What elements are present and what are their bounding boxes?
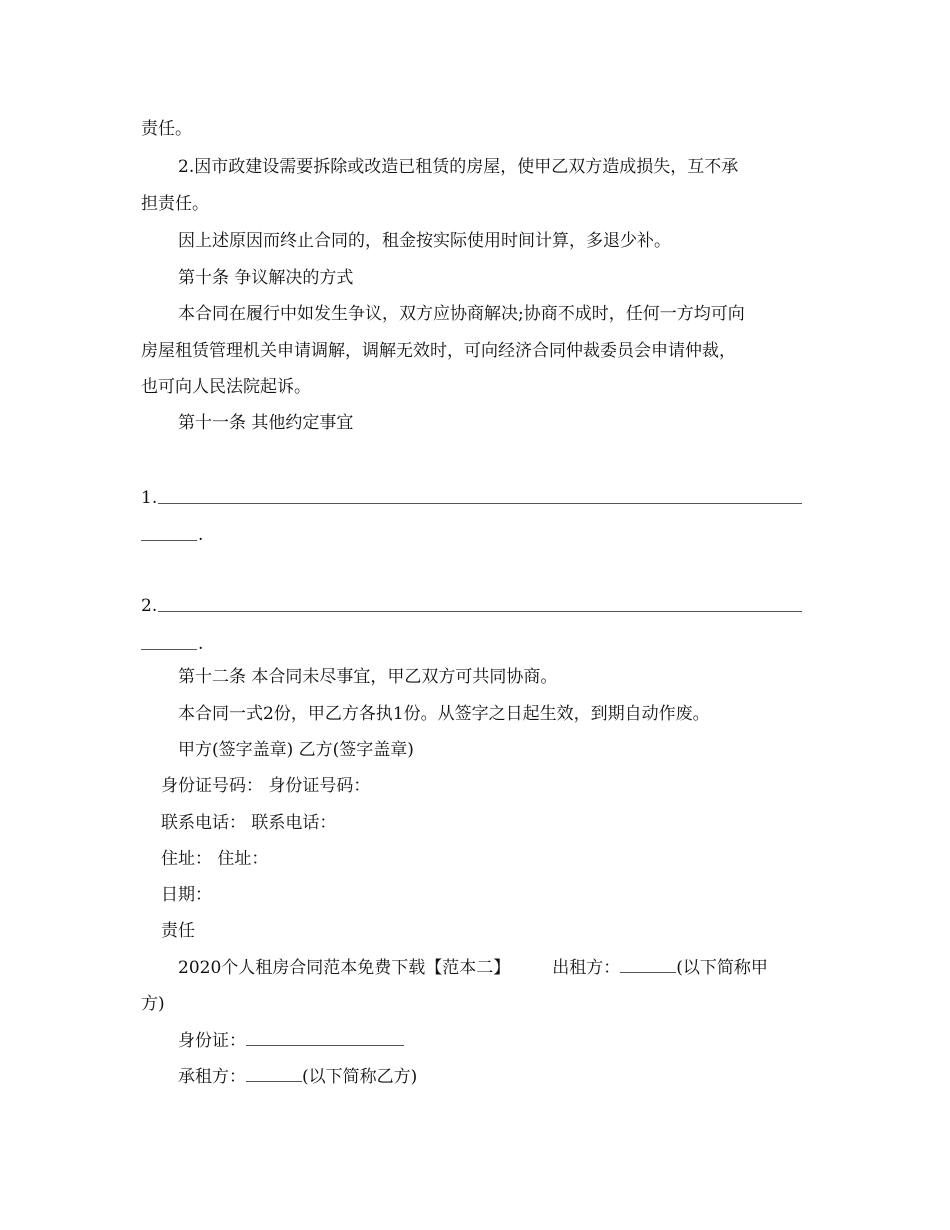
id-card-line bbox=[178, 1030, 404, 1052]
lessor-alias: (以下简称甲 bbox=[676, 958, 768, 978]
signature-labels: 甲方(签字盖章) 乙方(签字盖章) bbox=[178, 740, 414, 760]
item-2-blank-continued bbox=[141, 649, 197, 650]
paragraph-line: 因上述原因而终止合同的，租金按实际使用时间计算，多退少补。 bbox=[178, 231, 671, 251]
paragraph-line: 责任 bbox=[161, 921, 195, 941]
id-card-blank bbox=[246, 1030, 404, 1046]
sample-two-title: 2020个人租房合同范本免费下载【范本二】 bbox=[178, 958, 511, 978]
lessee-line bbox=[178, 1066, 417, 1088]
paragraph-line: 责任。 bbox=[141, 119, 192, 139]
clause-10-heading: 第十条 争议解决的方式 bbox=[178, 268, 354, 288]
date-label: 日期： bbox=[161, 885, 212, 905]
lessor-blank bbox=[620, 957, 676, 973]
phone-labels: 联系电话： 联系电话： bbox=[161, 813, 337, 833]
id-card-label: 身份证： bbox=[178, 1031, 246, 1051]
item-1-blank-continued bbox=[141, 540, 197, 541]
item-2-number: 2. bbox=[141, 596, 158, 616]
clause-12-heading: 第十二条 本合同未尽事宜，甲乙双方可共同协商。 bbox=[178, 667, 558, 687]
paragraph-line: 方) bbox=[141, 994, 165, 1014]
lessee-alias: (以下简称乙方) bbox=[302, 1067, 418, 1087]
item-2-period: . bbox=[198, 634, 204, 654]
paragraph-line: 担责任。 bbox=[141, 194, 209, 214]
item-1-period: . bbox=[198, 525, 204, 545]
clause-9-item-2: 2.因市政建设需要拆除或改造已租赁的房屋，使甲乙双方造成损失，互不承 bbox=[178, 157, 739, 177]
lessee-blank bbox=[246, 1066, 302, 1082]
paragraph-line: 也可向人民法院起诉。 bbox=[141, 377, 311, 397]
paragraph-line: 本合同一式2份，甲乙方各执1份。从签字之日起生效，到期自动作废。 bbox=[178, 704, 710, 724]
paragraph-line: 房屋租赁管理机关申请调解，调解无效时，可向经济合同仲裁委员会申请仲裁， bbox=[141, 341, 736, 361]
sample-two-heading bbox=[178, 957, 768, 979]
address-labels: 住址： 住址： bbox=[161, 849, 269, 869]
paragraph-line: 本合同在履行中如发生争议，双方应协商解决;协商不成时，任何一方均可向 bbox=[178, 304, 745, 324]
item-2-blank bbox=[158, 611, 802, 612]
id-number-labels: 身份证号码： 身份证号码： bbox=[161, 776, 371, 796]
item-1-blank bbox=[158, 503, 802, 504]
lessee-label: 承租方： bbox=[178, 1067, 246, 1087]
clause-11-heading: 第十一条 其他约定事宜 bbox=[178, 413, 354, 433]
item-1-number: 1. bbox=[141, 488, 158, 508]
lessor-label: 出租方： bbox=[552, 958, 621, 978]
